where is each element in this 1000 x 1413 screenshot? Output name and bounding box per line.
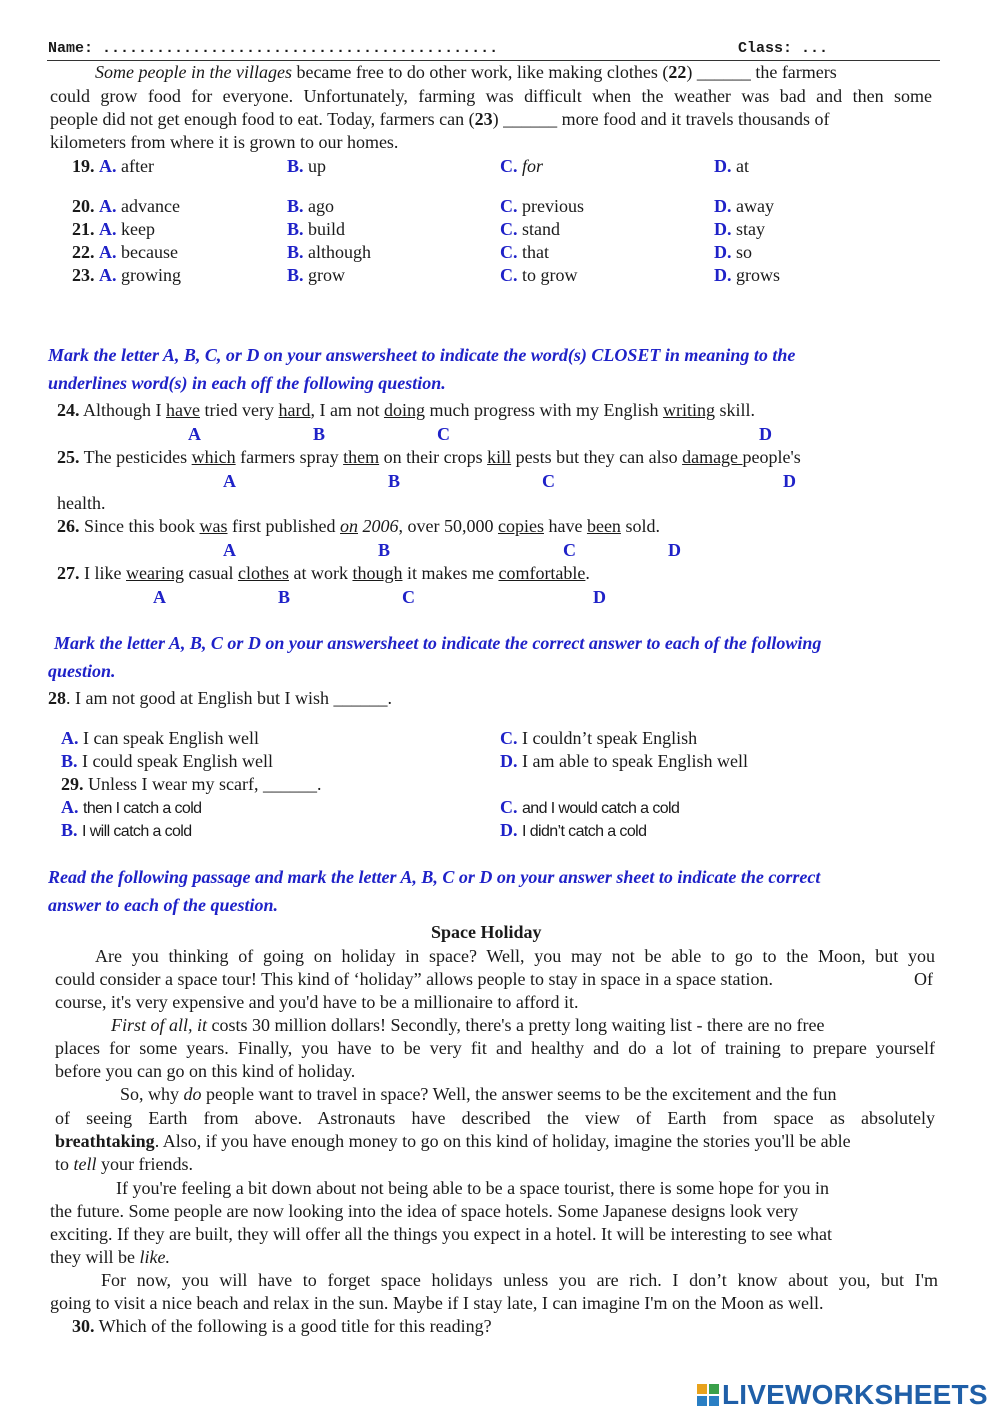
option-c: C. that (500, 242, 549, 262)
option-a: A. then I catch a cold (61, 797, 202, 817)
option-d: D. I didn’t catch a cold (500, 820, 647, 840)
liveworksheets-logo (697, 1379, 988, 1411)
option-letter-c: C (563, 540, 576, 560)
option-d: D. stay (714, 219, 765, 239)
question-29: 29. Unless I wear my scarf, ______. (61, 774, 322, 794)
option-b: B. I will catch a cold (61, 820, 192, 840)
reading-line: the future. Some people are now looking into the idea of space hotels. Some Japanese designs look very (50, 1201, 799, 1221)
name-field-label: Name: ............................................ (48, 40, 499, 57)
option-b: B. build (287, 219, 346, 239)
reading-line: could consider a space tour! This kind of ‘holiday” allows people to stay in space in a space station. (55, 969, 773, 989)
reading-line: Are you thinking of going on holiday in space? Well, you may not be able to go to the Moon, but you (95, 946, 935, 966)
question-27: 27. I like wearing casual clothes at work though it makes me comfortable. (57, 563, 590, 583)
class-field-label: Class: ... (738, 40, 829, 57)
passage1-line: could grow food for everyone. Unfortunately, farming was difficult when the weather was bad and then some (50, 86, 932, 106)
option-c: C. I couldn’t speak English (500, 728, 698, 748)
section-instruction: Mark the letter A, B, C or D on your answersheet to indicate the correct answer to each of the following (54, 633, 822, 653)
question-25: 25. The pesticides which farmers spray them on their crops kill pests but they can also damage people's (57, 447, 801, 467)
section-instruction: question. (48, 661, 116, 681)
option-d: D. grows (714, 265, 780, 285)
question-25-continuation: health. (57, 493, 106, 513)
passage1-line: kilometers from where it is grown to our homes. (50, 132, 399, 152)
option-letter-d: D (783, 471, 796, 491)
option-letter-b: B (278, 587, 291, 607)
option-letter-a: A (153, 587, 166, 607)
passage1-line: people did not get enough food to eat. Today, farmers can (23) ______ more food and it travels thousands of (50, 109, 830, 129)
option-letter-a: A (223, 471, 236, 491)
reading-line: they will be like. (50, 1247, 170, 1267)
option-b: B. up (287, 156, 327, 176)
option-c: C. for (500, 156, 544, 176)
option-b: B. ago (287, 196, 335, 216)
question-number-option-a: 20. A. advance (72, 196, 180, 216)
reading-line: going to visit a nice beach and relax in the sun. Maybe if I stay late, I can imagine I'm on the Moon as well. (50, 1293, 824, 1313)
reading-line: For now, you will have to forget space holidays unless you are rich. I don’t know about you, but I'm (101, 1270, 938, 1290)
option-letter-a: A (188, 424, 201, 444)
option-c: C. and I would catch a cold (500, 797, 680, 817)
option-b: B. although (287, 242, 372, 262)
option-b: B. I could speak English well (61, 751, 273, 771)
question-number-option-a: 21. A. keep (72, 219, 155, 239)
option-letter-d: D (759, 424, 772, 444)
question-24: 24. Although I have tried very hard, I am not doing much progress with my English writing skill. (57, 400, 755, 420)
reading-line: If you're feeling a bit down about not being able to be a space tourist, there is some hope for you in (116, 1178, 830, 1198)
section-instruction: answer to each of the question. (48, 895, 279, 915)
logo-text: LIVEWORKSHEETS (722, 1379, 988, 1410)
reading-line: course, it's very expensive and you'd have to be a millionaire to afford it. (55, 992, 579, 1012)
question-number-option-a: 23. A. growing (72, 265, 181, 285)
reading-line: First of all, it costs 30 million dollars! Secondly, there's a pretty long waiting list - there are no free (111, 1015, 825, 1035)
option-letter-b: B (313, 424, 326, 444)
option-c: C. stand (500, 219, 560, 239)
option-letter-c: C (542, 471, 555, 491)
option-letter-c: C (437, 424, 450, 444)
section-instruction: Mark the letter A, B, C, or D on your answersheet to indicate the word(s) CLOSET in meaning to the (48, 345, 796, 365)
option-d: D. away (714, 196, 774, 216)
option-letter-c: C (402, 587, 415, 607)
reading-line: breathtaking. Also, if you have enough money to go on this kind of holiday, imagine the stories you'll be able (55, 1131, 851, 1151)
reading-line: to tell your friends. (55, 1154, 193, 1174)
header-divider (47, 60, 940, 61)
passage1-line: Some people in the villages became free to do other work, like making clothes (22) ______ the farmers (95, 62, 837, 82)
option-d: D. so (714, 242, 753, 262)
reading-line: of seeing Earth from above. Astronauts have described the view of Earth from space as absolutely (55, 1108, 935, 1128)
reading-line: exciting. If they are built, they will offer all the things you expect in a hotel. It will be interesting to see what (50, 1224, 832, 1244)
reading-line: before you can go on this kind of holiday. (55, 1061, 356, 1081)
option-letter-d: D (593, 587, 606, 607)
option-d: D. I am able to speak English well (500, 751, 748, 771)
question-30: 30. Which of the following is a good title for this reading? (72, 1316, 492, 1336)
reading-title: Space Holiday (431, 922, 542, 942)
option-letter-a: A (223, 540, 236, 560)
option-letter-b: B (378, 540, 391, 560)
option-a: A. I can speak English well (61, 728, 259, 748)
option-b: B. grow (287, 265, 346, 285)
question-28: 28. I am not good at English but I wish ______. (48, 688, 392, 708)
section-instruction: Read the following passage and mark the letter A, B, C or D on your answer sheet to indicate the correct (48, 867, 821, 887)
reading-line: Of (914, 969, 933, 989)
reading-line: So, why do people want to travel in space? Well, the answer seems to be the excitement and the fun (120, 1084, 837, 1104)
reading-line: places for some years. Finally, you have to be very fit and healthy and do a lot of training to prepare yourself (55, 1038, 935, 1058)
logo-grid-icon (697, 1384, 719, 1406)
option-letter-d: D (668, 540, 681, 560)
option-c: C. to grow (500, 265, 578, 285)
option-letter-b: B (388, 471, 401, 491)
option-d: D. at (714, 156, 749, 176)
question-26: 26. Since this book was first published on 2006, over 50,000 copies have been sold. (57, 516, 660, 536)
question-number-option-a: 19. A. after (72, 156, 154, 176)
option-c: C. previous (500, 196, 584, 216)
section-instruction: underlines word(s) in each off the following question. (48, 373, 446, 393)
question-number-option-a: 22. A. because (72, 242, 178, 262)
